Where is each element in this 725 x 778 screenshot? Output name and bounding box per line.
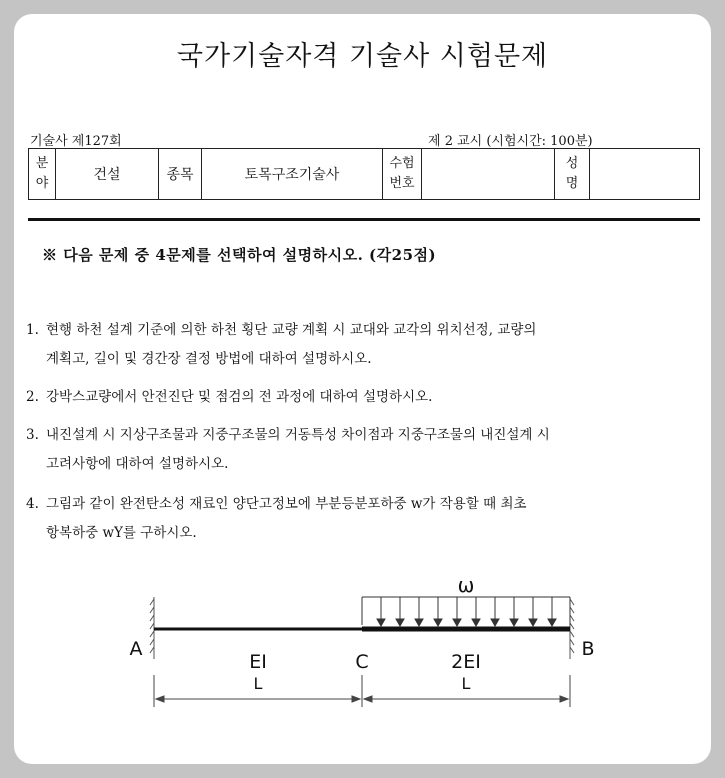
question-text: 그림과 같이 완전탄소성 재료인 양단고정보에 부분등분포하중 w가 작용할 때 최초 항복하중 wY를 구하시오.	[46, 496, 527, 541]
category-label: 종목	[159, 149, 202, 200]
exam-sheet	[14, 14, 711, 764]
question-number: 3.	[26, 427, 39, 443]
question-number: 1.	[26, 322, 39, 338]
question-4	[26, 490, 704, 548]
point-a-label: A	[129, 638, 143, 660]
question-number: 4.	[26, 496, 39, 512]
examinee-info-table	[28, 148, 700, 200]
exam-session: 제 2 교시 (시험시간: 100분)	[428, 134, 593, 149]
exam-round: 기술사 제127회	[30, 134, 122, 149]
category-value: 토목구조기술사	[202, 149, 383, 200]
question-text: 강박스교량에서 안전진단 및 점검의 전 과정에 대하여 설명하시오.	[46, 389, 433, 405]
beam-diagram	[84, 567, 604, 707]
question-text: 현행 하천 설계 기준에 의한 하천 횡단 교량 계획 시 교대와 교각의 위치선정, 교량의 계획고, 길이 및 경간장 결정 방법에 대하여 설명하시오.	[46, 322, 537, 367]
question-2	[26, 383, 704, 412]
load-label: ω	[457, 573, 475, 597]
field-value: 건설	[56, 149, 159, 200]
instruction: ※ 다음 문제 중 4문제를 선택하여 설명하시오. (각25점)	[42, 246, 437, 264]
divider-thick	[28, 218, 700, 221]
dimension-lines	[154, 675, 570, 707]
examinee-number-label: 수험 번호	[383, 149, 422, 200]
examinee-number-field[interactable]	[422, 149, 555, 200]
fixed-support-a	[150, 597, 154, 659]
field-label: 분 야	[29, 149, 56, 200]
length-cb-label: L	[461, 674, 471, 693]
point-b-label: B	[581, 638, 595, 660]
question-number: 2.	[26, 389, 39, 405]
question-1	[26, 316, 704, 374]
question-3	[26, 421, 704, 479]
segment-ac-stiffness: EI	[249, 651, 267, 673]
name-field[interactable]	[590, 149, 700, 200]
length-ac-label: L	[253, 674, 263, 693]
point-c-label: C	[355, 651, 369, 673]
fixed-support-b	[570, 597, 574, 659]
page-title: 국가기술자격 기술사 시험문제	[176, 41, 549, 72]
distributed-load	[362, 597, 570, 626]
name-label: 성 명	[555, 149, 590, 200]
question-text: 내진설계 시 지상구조물과 지중구조물의 거동특성 차이점과 지중구조물의 내진설계 시 고려사항에 대하여 설명하시오.	[46, 427, 550, 472]
segment-cb-stiffness: 2EI	[451, 651, 481, 673]
